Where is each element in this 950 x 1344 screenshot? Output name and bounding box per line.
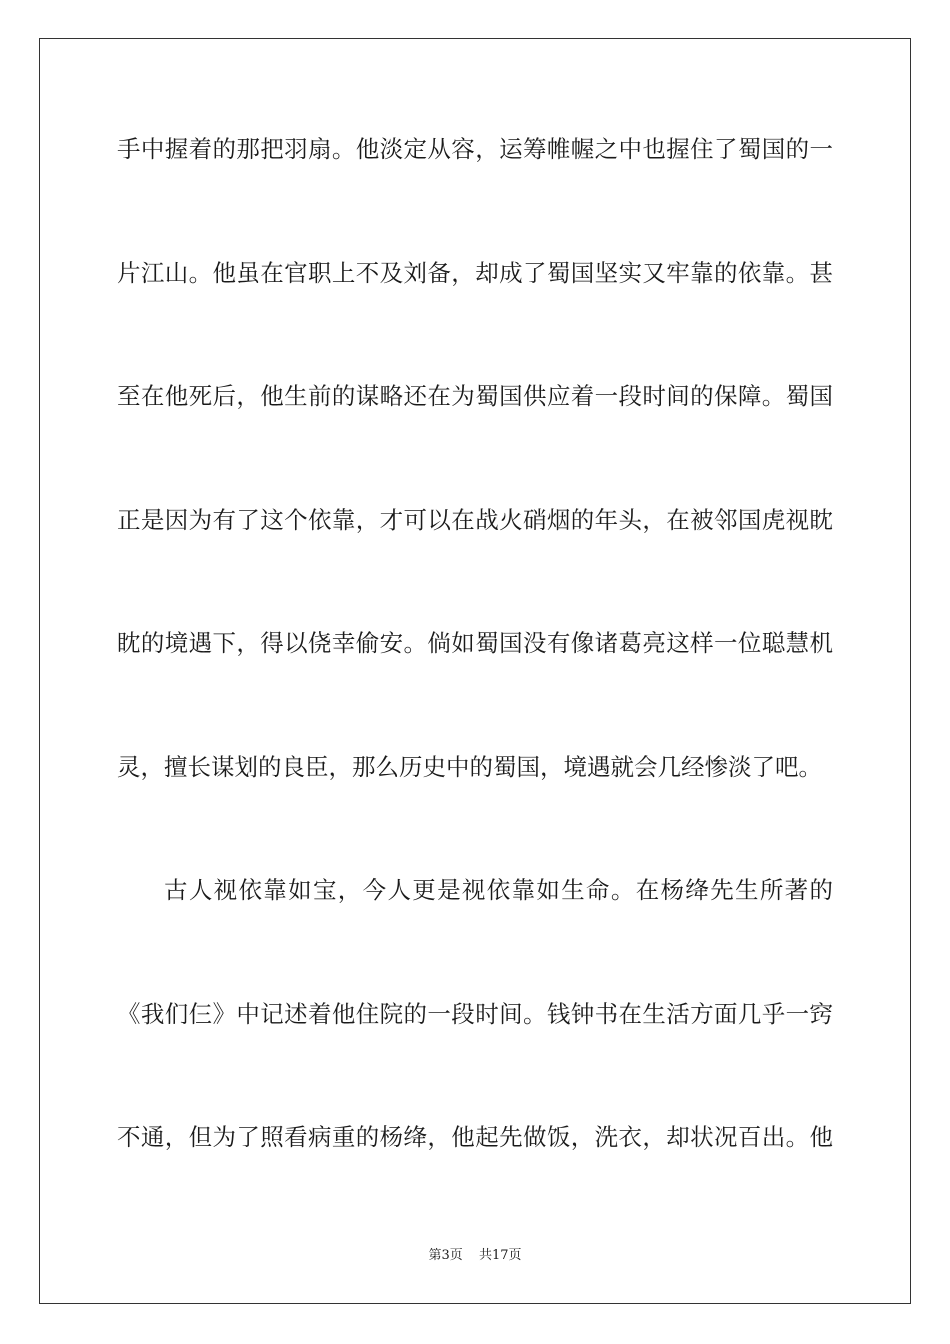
text-line-3: 至在他死后，他生前的谋略还在为蜀国供应着一段时间的保障。蜀国 (117, 382, 833, 410)
page-footer (0, 1246, 950, 1266)
text-line-5: 眈的境遇下，得以侥幸偷安。倘如蜀国没有像诸葛亮这样一位聪慧机 (117, 629, 833, 657)
text-line-8: 《我们仨》中记述着他住院的一段时间。钱钟书在生活方面几乎一窍 (117, 999, 833, 1028)
total-pages: 共17页 (478, 1248, 522, 1263)
text-line-6: 灵，擅长谋划的良臣，那么历史中的蜀国，境遇就会几经惨淡了吧。 (117, 752, 822, 781)
text-line-2: 片江山。他虽在官职上不及刘备，却成了蜀国坚实又牢靠的依靠。甚 (117, 258, 833, 287)
document-body (117, 128, 833, 1240)
text-line-7: 古人视依靠如宝，今人更是视依靠如生命。在杨绛先生所著的 (164, 876, 833, 904)
text-line-1: 手中握着的那把羽扇。他淡定从容，运筹帷幄之中也握住了蜀国的一 (117, 135, 833, 163)
text-line-4: 正是因为有了这个依靠，才可以在战火硝烟的年头，在被邻国虎视眈 (117, 505, 833, 534)
text-line-9: 不通，但为了照看病重的杨绛，他起先做饭，洗衣，却状况百出。他 (117, 1123, 833, 1151)
page-number: 第3页 (428, 1248, 463, 1263)
